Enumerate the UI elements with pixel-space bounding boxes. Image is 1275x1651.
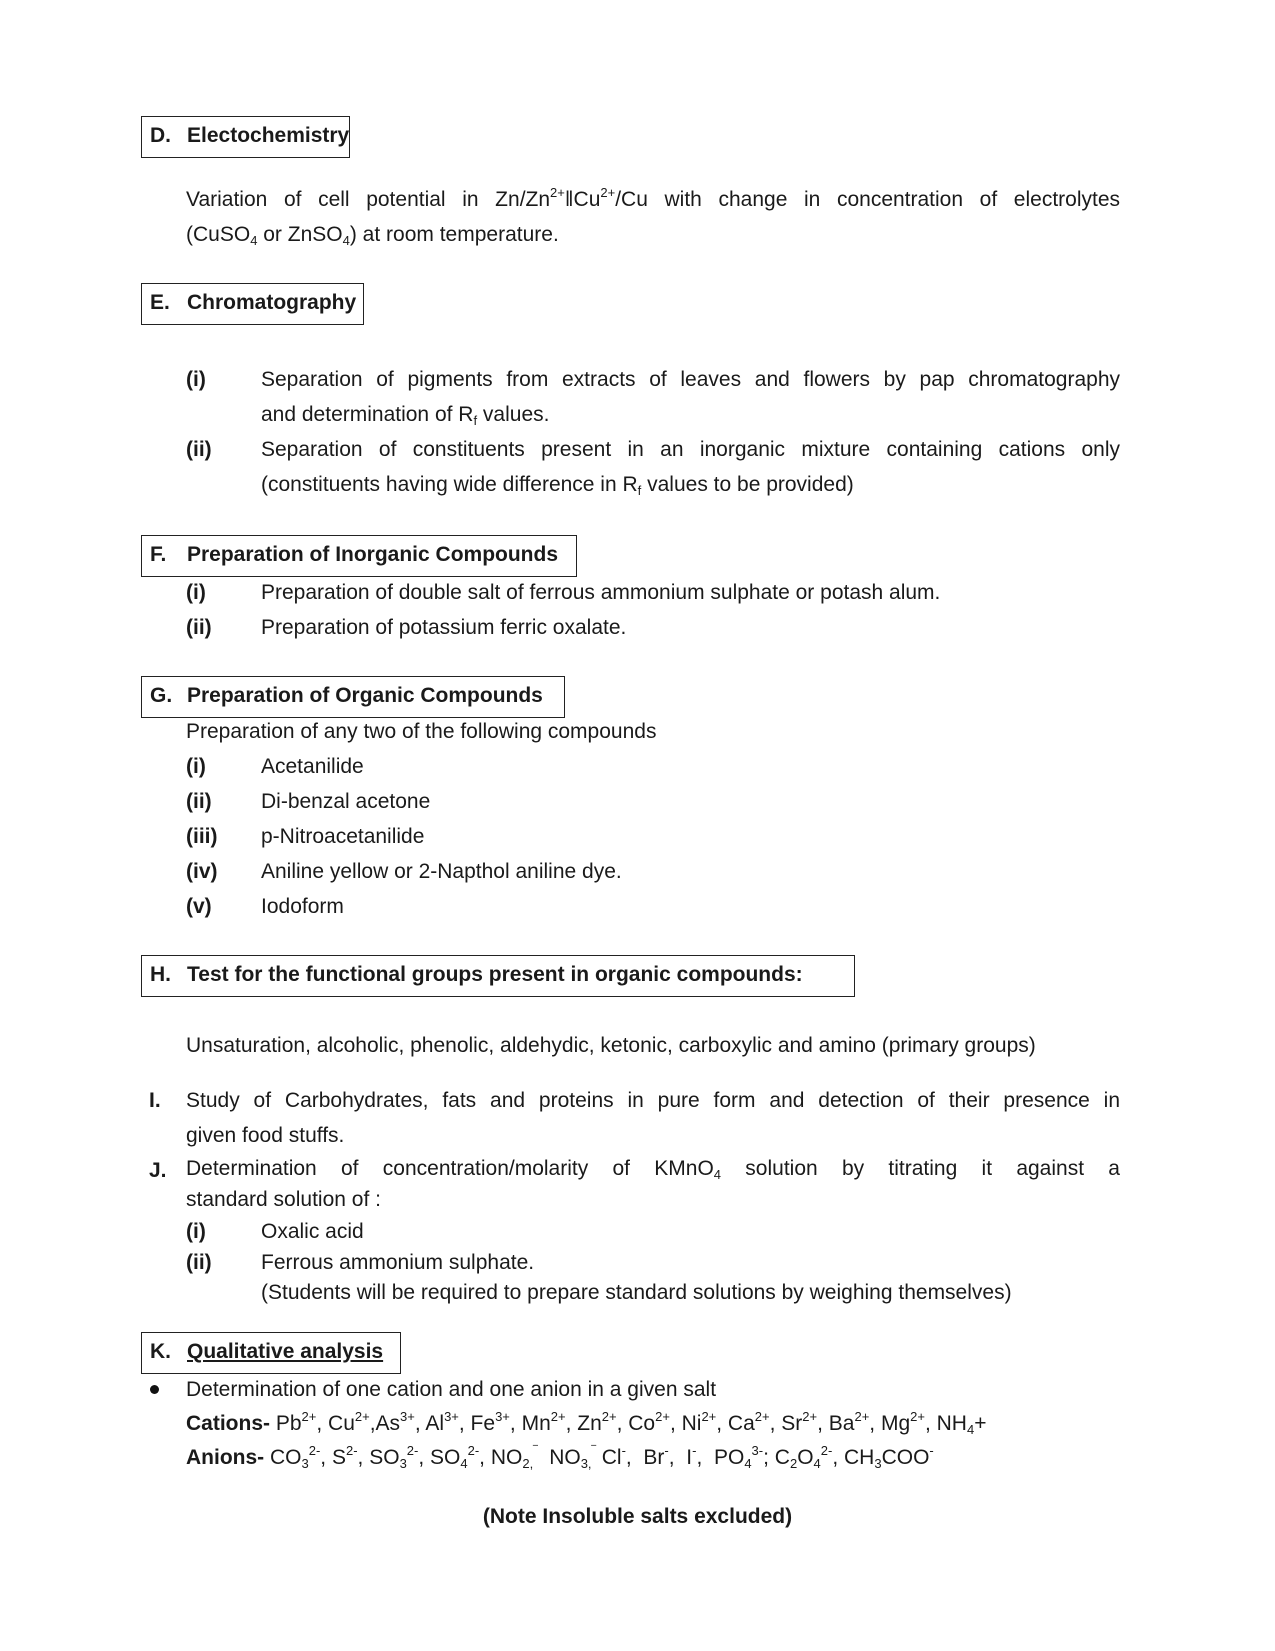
section-letter: H. xyxy=(150,963,171,986)
list-number: (ii) xyxy=(186,1251,212,1274)
section-i-text: Study of Carbohydrates, fats and proteins in pure form and detection of their presence in given food stuffs. xyxy=(186,1089,1120,1147)
list-number: (i) xyxy=(186,755,206,778)
section-title: Test for the functional groups present in organic compounds: xyxy=(187,963,803,986)
section-k-bullet-text: Determination of one cation and one anion in a given salt xyxy=(186,1378,717,1401)
anions-label: Anions- xyxy=(186,1446,265,1469)
section-e-heading xyxy=(141,283,364,325)
section-letter: E. xyxy=(150,291,170,314)
list-number: (ii) xyxy=(186,438,212,461)
list-item: Iodoform xyxy=(261,895,344,918)
section-title: Preparation of Inorganic Compounds xyxy=(187,543,559,566)
section-letter: F. xyxy=(150,543,167,566)
cations-line: Cations- $Pb^{2+}$, $Cu^{2+},As^{3+}$, $Al^{3+}$, $Fe^{3+}$, $Mn^{2+}$, $Zn^{2+}$, $Co^{2+}$, $Ni^{2+}$, $Ca^{2+}$, $Sr^{2+}$, $Ba^{2+}$, $Mg^{2+}$, $NH_4+$ xyxy=(186,1409,987,1437)
section-d-heading xyxy=(141,116,350,158)
cations-label: Cations- xyxy=(186,1412,270,1435)
section-letter: D. xyxy=(150,124,171,147)
list-number: (i) xyxy=(186,368,206,391)
list-item: Separation of constituents present in an inorganic mixture containing cations only (constituents having wide difference in $R_f$ values to be provided) xyxy=(261,438,1120,498)
section-g-intro: Preparation of any two of the following compounds xyxy=(186,720,657,743)
list-item: Acetanilide xyxy=(261,755,364,778)
section-j-letter: J. xyxy=(149,1159,167,1182)
section-g-heading xyxy=(141,676,565,718)
list-number: (ii) xyxy=(186,790,212,813)
section-letter: K. xyxy=(150,1340,171,1363)
section-f-heading xyxy=(141,535,577,577)
list-item: Preparation of potassium ferric oxalate. xyxy=(261,616,627,639)
list-number: (iv) xyxy=(186,860,218,883)
section-title: Preparation of Organic Compounds xyxy=(187,684,543,707)
list-item: Ferrous ammonium sulphate. xyxy=(261,1251,535,1274)
section-j-note: (Students will be required to prepare standard solutions by weighing themselves) xyxy=(261,1281,1012,1304)
list-item: Preparation of double salt of ferrous ammonium sulphate or potash alum. xyxy=(261,581,941,604)
section-h-heading xyxy=(141,955,855,997)
section-i-letter: I. xyxy=(149,1089,161,1112)
anions-line: Anions- $CO_3^{2-}$, $S^{2-}$, $SO_3^{2-}$, $SO_4^{2-}$, $NO_{2,}^‾$ $NO_{3,}^‾$ Cl-, Br-, I-, $PO_4^{3-}$; $C_2O_4^{2-}$, $CH_3COO^-$ xyxy=(186,1443,934,1471)
list-item: Di-benzal acetone xyxy=(261,790,431,813)
section-k-heading xyxy=(141,1332,401,1374)
list-item: Aniline yellow or 2-Napthol aniline dye. xyxy=(261,860,622,883)
list-number: (i) xyxy=(186,581,206,604)
list-item: Oxalic acid xyxy=(261,1220,364,1243)
bullet-icon xyxy=(150,1385,159,1394)
section-title: Qualitative analysis xyxy=(187,1340,384,1363)
note-insoluble-salts: (Note Insoluble salts excluded) xyxy=(482,1505,793,1528)
section-h-text: Unsaturation, alcoholic, phenolic, aldehydic, ketonic, carboxylic and amino (primary groups) xyxy=(186,1034,1036,1057)
list-number: (v) xyxy=(186,895,212,918)
section-title: Chromatography xyxy=(187,291,357,314)
list-item: p-Nitroacetanilide xyxy=(261,825,425,848)
list-number: (i) xyxy=(186,1220,206,1243)
list-number: (ii) xyxy=(186,616,212,639)
section-j-text: Determination of concentration/molarity of KMnO$_4$ solution by titrating it against a standard solution of : xyxy=(186,1157,1120,1211)
list-number: (iii) xyxy=(186,825,218,848)
list-item: Separation of pigments from extracts of leaves and flowers by pap chromatography and determination of $R_f$ values. xyxy=(261,368,1120,428)
section-letter: G. xyxy=(150,684,173,707)
section-title: Electochemistry xyxy=(187,124,350,147)
section-d-text: Variation of cell potential in $Zn/Zn^{2+}‖Cu^{2+}/Cu$ with change in concentration of electrolytes (CuSO$_4$ or ZnSO$_4$) at room temperature. xyxy=(186,185,1121,248)
